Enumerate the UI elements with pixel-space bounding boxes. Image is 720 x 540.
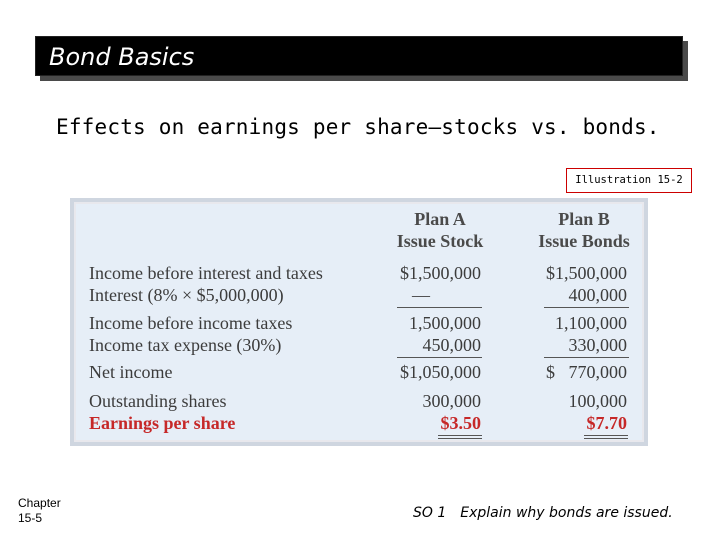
plan-a-value: 300,000 — [422, 391, 481, 411]
plan-a-value: $1,050,000 — [400, 362, 481, 382]
row-label: Income tax expense (30%) — [89, 335, 282, 355]
plan-a-value: $1,500,000 — [400, 263, 481, 283]
plan-a-value: 450,000 — [422, 335, 481, 355]
plan-b-value: $1,500,000 — [546, 263, 627, 283]
study-objective — [413, 505, 673, 521]
subtotal-rule-b — [544, 307, 629, 308]
eps-comparison-table — [70, 198, 648, 446]
plan-b-header — [523, 208, 645, 252]
plan-a-value: $3.50 — [440, 413, 481, 433]
row-label: Earnings per share — [89, 413, 236, 433]
plan-b-value: $ 770,000 — [546, 362, 627, 382]
plan-a-header — [380, 208, 500, 252]
plan-b-value: 1,100,000 — [555, 313, 627, 333]
net-income-rule-a — [397, 357, 482, 358]
plan-a-subtitle: Issue Stock — [396, 231, 484, 251]
plan-b-subtitle: Issue Bonds — [538, 231, 630, 251]
plan-b-value: 100,000 — [568, 391, 627, 411]
slide-subtitle: Effects on earnings per share—stocks vs. bonds. — [56, 115, 660, 139]
row-label: Income before interest and taxes — [89, 263, 323, 283]
plan-b-value: 400,000 — [568, 285, 627, 305]
plan-b-value: $7.70 — [586, 413, 627, 433]
plan-b-title: Plan B — [558, 209, 610, 229]
net-income-rule-b — [544, 357, 629, 358]
illustration-label: Illustration 15-2 — [566, 168, 692, 193]
plan-a-value: — — [412, 285, 430, 305]
row-label: Income before income taxes — [89, 313, 293, 333]
page-number: 15-5 — [18, 511, 43, 525]
plan-a-title: Plan A — [414, 209, 466, 229]
eps-double-rule-b-top — [584, 435, 628, 436]
row-label: Interest (8% × $5,000,000) — [89, 285, 284, 305]
chapter-label — [18, 496, 61, 526]
plan-b-value: 330,000 — [568, 335, 627, 355]
row-label: Net income — [89, 362, 173, 382]
row-label: Outstanding shares — [89, 391, 227, 411]
eps-double-rule-a-bottom — [438, 438, 482, 439]
eps-double-rule-a-top — [438, 435, 482, 436]
chapter-text: Chapter — [18, 496, 61, 510]
plan-a-value: 1,500,000 — [409, 313, 481, 333]
title-banner — [35, 36, 683, 76]
eps-double-rule-b-bottom — [584, 438, 628, 439]
study-objective-number: SO 1 — [413, 505, 447, 521]
study-objective-text: Explain why bonds are issued. — [460, 505, 673, 521]
subtotal-rule-a — [397, 307, 482, 308]
slide-title: Bond Basics — [49, 43, 195, 71]
table-body — [76, 204, 642, 440]
